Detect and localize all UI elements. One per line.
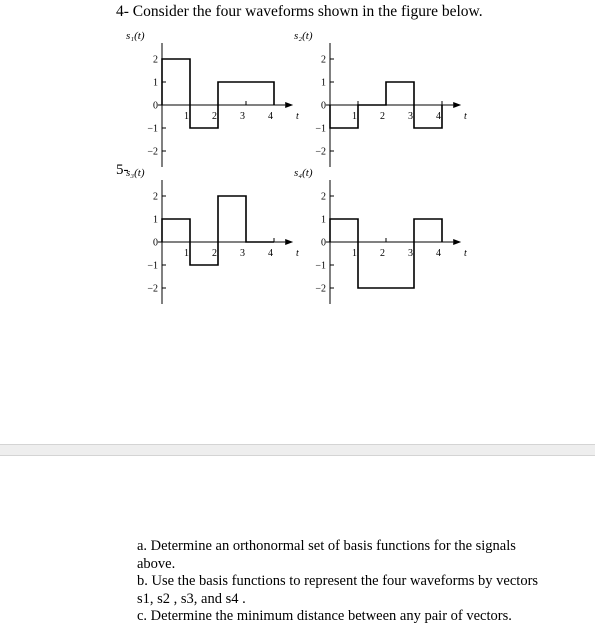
- x-tick-label-2-1: 2: [380, 111, 385, 122]
- y-tick-label-2-3: −1: [315, 123, 326, 135]
- problem-5-label: 5-: [116, 162, 129, 178]
- y-tick-label-3-1: 1: [153, 214, 158, 226]
- x-tick-label-2-3: 4: [436, 111, 441, 122]
- y-tick-label-1-3: −1: [147, 123, 158, 135]
- x-tick-label-4-1: 2: [380, 248, 385, 259]
- waveform-label-1: s₁(t): [126, 30, 145, 42]
- y-tick-label-1-0: 2: [153, 54, 158, 66]
- x-tick-label-1-0: 1: [184, 111, 189, 122]
- x-tick-label-1-2: 3: [240, 111, 245, 122]
- x-tick-label-3-2: 3: [240, 248, 245, 259]
- y-tick-label-2-4: −2: [315, 146, 326, 158]
- y-tick-label-1-1: 1: [153, 77, 158, 89]
- x-tick-label-3-3: 4: [268, 248, 273, 259]
- y-tick-label-3-3: −1: [147, 260, 158, 272]
- y-tick-label-1-2: 0: [153, 100, 158, 112]
- y-tick-label-3-2: 0: [153, 237, 158, 249]
- section-divider: [0, 444, 595, 456]
- x-tick-label-2-4: t: [464, 111, 467, 122]
- question-c: c. Determine the minimum distance between any pair of vectors.: [137, 608, 512, 624]
- x-tick-label-2-2: 3: [408, 111, 413, 122]
- y-tick-label-4-2: 0: [321, 237, 326, 249]
- x-tick-label-3-0: 1: [184, 248, 189, 259]
- questions-block: [137, 538, 547, 626]
- x-axis-arrow-4: [453, 239, 461, 245]
- waveform-label-3: s₃(t): [126, 167, 145, 179]
- y-tick-label-2-0: 2: [321, 54, 326, 66]
- x-tick-label-4-4: t: [464, 248, 467, 259]
- waveform-label-4: s₄(t): [294, 167, 313, 179]
- question-a: a. Determine an orthonormal set of basis functions for the signals above.: [137, 538, 516, 572]
- x-axis-arrow-2: [453, 102, 461, 108]
- y-tick-label-1-4: −2: [147, 146, 158, 158]
- y-tick-label-2-1: 1: [321, 77, 326, 89]
- x-tick-label-1-3: 4: [268, 111, 273, 122]
- x-tick-label-2-0: 1: [352, 111, 357, 122]
- y-tick-label-2-2: 0: [321, 100, 326, 112]
- y-tick-label-3-0: 2: [153, 191, 158, 203]
- y-tick-label-4-3: −1: [315, 260, 326, 272]
- y-tick-label-4-4: −2: [315, 283, 326, 295]
- y-tick-label-4-1: 1: [321, 214, 326, 226]
- waveform-line-1: [162, 59, 274, 128]
- x-tick-label-4-3: 4: [436, 248, 441, 259]
- x-axis-arrow-1: [285, 102, 293, 108]
- problem-4-heading: 4- Consider the four waveforms shown in the figure below.: [116, 3, 483, 20]
- waveform-line-4: [330, 219, 442, 288]
- x-tick-label-4-0: 1: [352, 248, 357, 259]
- waveform-label-2: s₂(t): [294, 30, 313, 42]
- x-tick-label-3-1: 2: [212, 248, 217, 259]
- x-tick-label-1-4: t: [296, 111, 299, 122]
- y-tick-label-4-0: 2: [321, 191, 326, 203]
- waveform-line-3: [162, 196, 274, 265]
- y-tick-label-3-4: −2: [147, 283, 158, 295]
- x-tick-label-1-1: 2: [212, 111, 217, 122]
- x-tick-label-4-2: 3: [408, 248, 413, 259]
- x-tick-label-3-4: t: [296, 248, 299, 259]
- question-b: b. Use the basis functions to represent the four waveforms by vectors s1, s2 , s3, and s4 .: [137, 573, 539, 607]
- x-axis-arrow-3: [285, 239, 293, 245]
